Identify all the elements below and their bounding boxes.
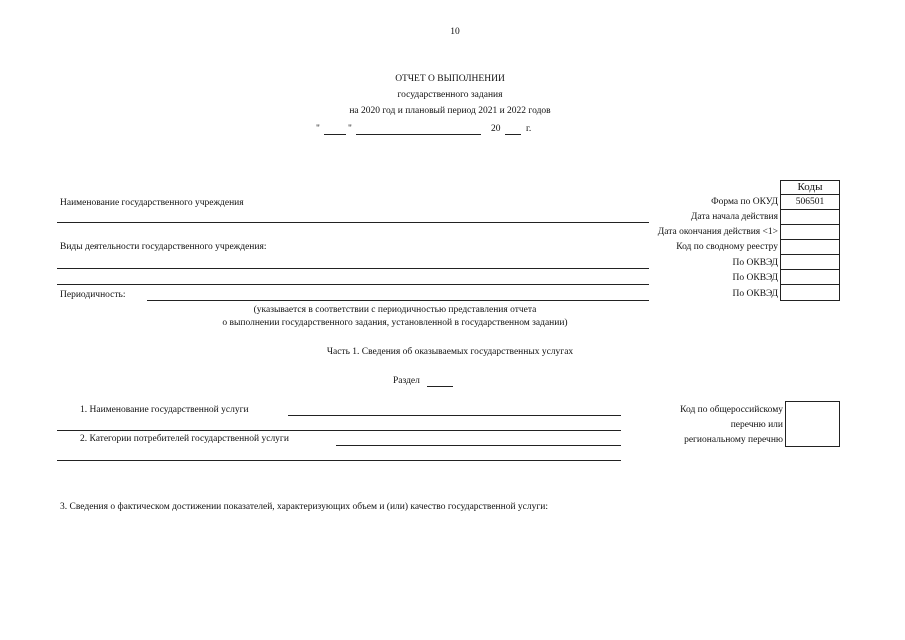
indicators-label: 3. Сведения о фактическом достижении показателей, характеризующих объем и (или) качество государственной услуги: (60, 502, 549, 512)
section-label: Раздел (393, 376, 420, 386)
date-open-quote: " (316, 124, 320, 134)
codes-row-label: Дата окончания действия <1> (657, 227, 778, 237)
report-title: ОТЧЕТ О ВЫПОЛНЕНИИ (395, 74, 505, 84)
registry-code-box[interactable] (785, 401, 840, 447)
report-period: на 2020 год и плановый период 2021 и 2022 годов (349, 106, 551, 116)
institution-line[interactable] (57, 222, 649, 223)
okud-code-cell[interactable]: 506501 (780, 194, 840, 210)
codes-row-label: Код по сводному реестру (676, 242, 778, 252)
part-title: Часть 1. Сведения об оказываемых государственных услугах (326, 347, 574, 357)
consumers-line[interactable] (336, 445, 621, 446)
periodicity-note: о выполнении государственного задания, установленной в государственном задании) (222, 318, 568, 328)
end-date-cell[interactable] (780, 224, 840, 240)
registry-code-label: региональному перечню (684, 435, 783, 445)
registry-code-label: Код по общероссийскому (680, 405, 783, 415)
service-name-line[interactable] (288, 415, 621, 416)
codes-row-label: По ОКВЭД (732, 289, 778, 299)
date-year-prefix: 20 (491, 124, 501, 134)
date-close-quote: " (348, 124, 352, 134)
okved-cell-3[interactable] (780, 284, 840, 301)
service-name-line-2[interactable] (57, 430, 621, 431)
activities-line-1[interactable] (57, 268, 649, 269)
registry-code-label: перечню или (730, 420, 783, 430)
okved-cell-2[interactable] (780, 269, 840, 285)
start-date-cell[interactable] (780, 209, 840, 225)
registry-code-cell[interactable] (780, 239, 840, 255)
activities-label: Виды деятельности государственного учреждения: (60, 242, 267, 252)
codes-row-label: По ОКВЭД (732, 273, 778, 283)
service-name-label: 1. Наименование государственной услуги (80, 405, 249, 415)
date-year-line[interactable] (505, 134, 521, 135)
page-number: 10 (450, 27, 460, 37)
consumers-label: 2. Категории потребителей государственной услуги (80, 434, 289, 444)
codes-row-label: По ОКВЭД (732, 258, 778, 268)
activities-line-2[interactable] (57, 284, 649, 285)
periodicity-line[interactable] (147, 300, 649, 301)
periodicity-label: Периодичность: (60, 290, 126, 300)
consumers-line-2[interactable] (57, 460, 621, 461)
date-month-line[interactable] (356, 134, 481, 135)
date-year-suffix: г. (526, 124, 532, 134)
codes-row-label: Дата начала действия (690, 212, 778, 222)
institution-label: Наименование государственного учреждения (60, 198, 244, 208)
periodicity-note: (указывается в соответствии с периодичностью представления отчета (253, 305, 537, 315)
report-subtitle: государственного задания (397, 90, 503, 100)
section-number-line[interactable] (427, 386, 453, 387)
codes-row-label: Форма по ОКУД (711, 197, 778, 207)
okved-cell-1[interactable] (780, 254, 840, 270)
date-day-line[interactable] (324, 134, 346, 135)
codes-header: Коды (780, 180, 840, 195)
